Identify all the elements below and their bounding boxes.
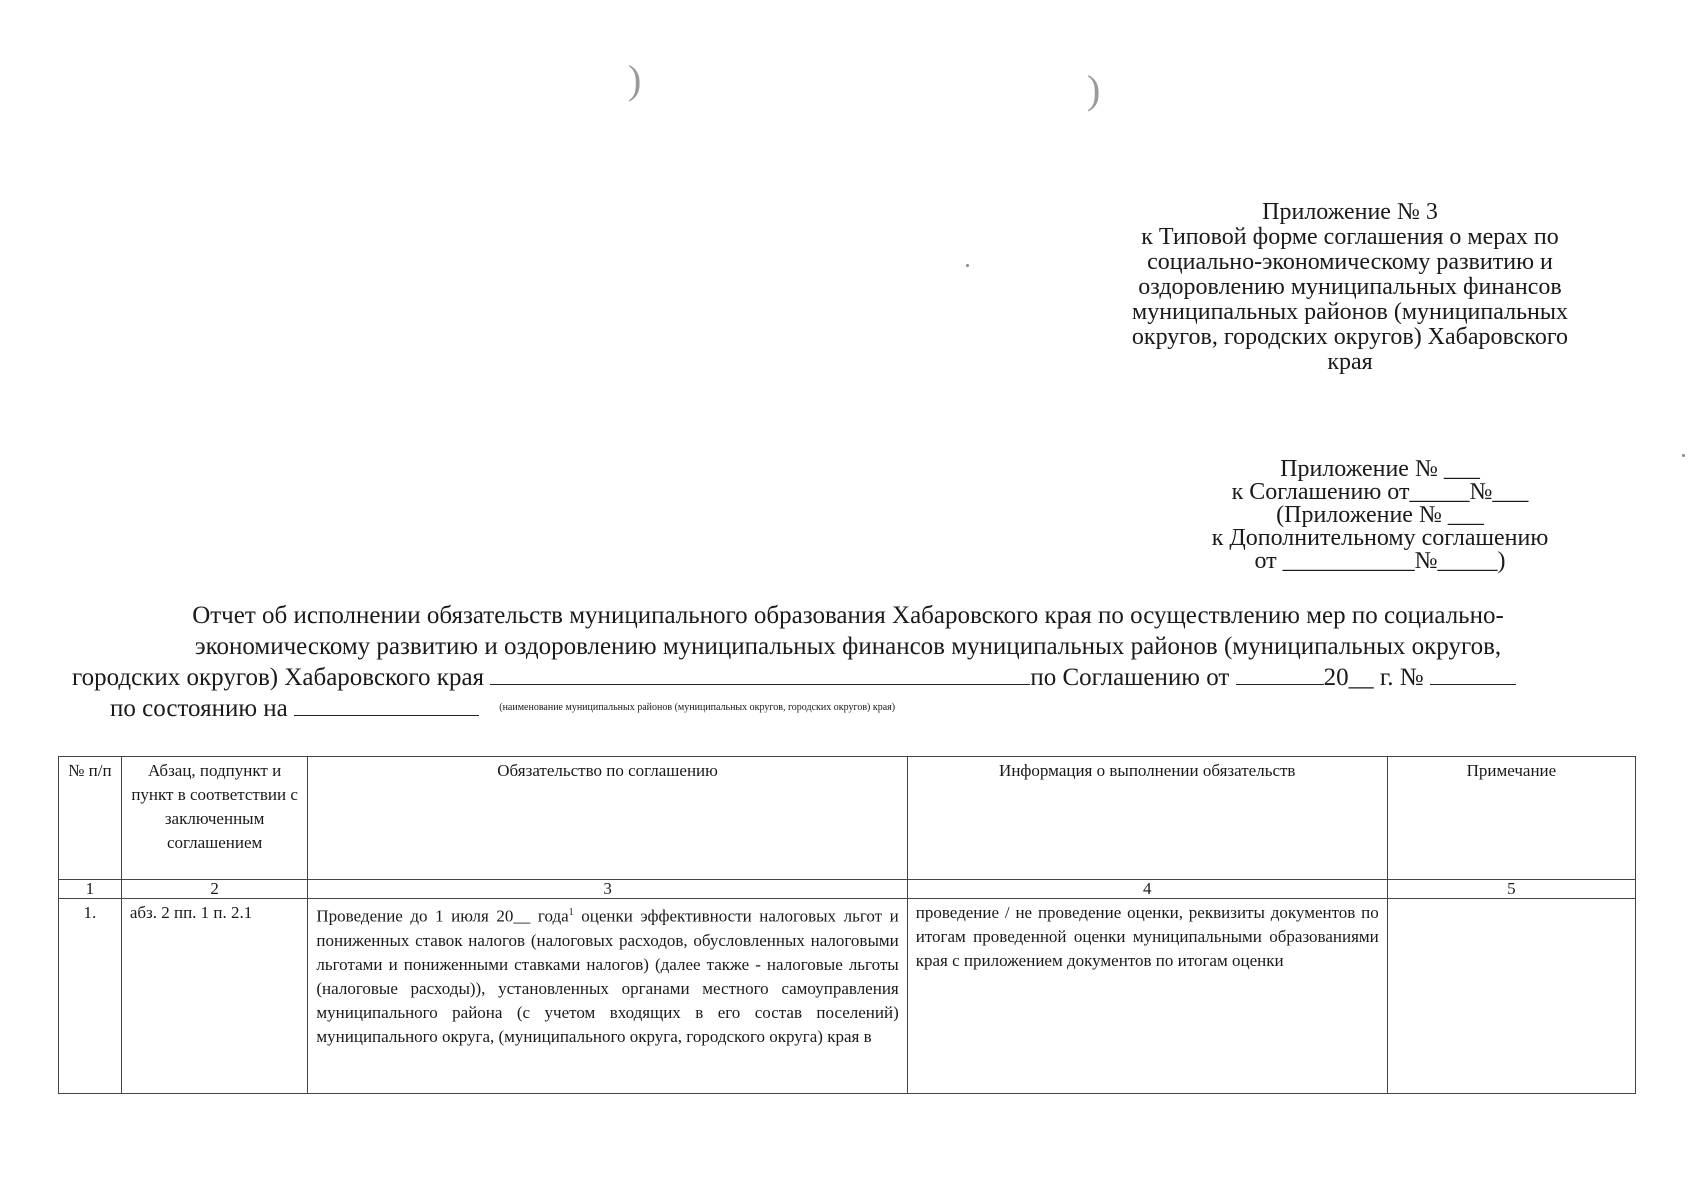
row-obligation-text: оценки эффективности налоговых льгот и пониженных ставок налогов (налоговых расходов, обусловленных налоговыми льготами и пониженными ставками налогов) (далее также - налоговые льготы (налоговые расходы)), установленных органами местного самоуправления муниципального района (с учетом входящих в его состав поселений) муниципального округа, (муниципального округа, городского округа) края в bbox=[316, 906, 899, 1046]
agreement-number-blank bbox=[1430, 662, 1516, 685]
scan-mark: ) bbox=[1087, 67, 1101, 112]
report-title-text: городских округов) Хабаровского края bbox=[72, 664, 485, 691]
appendix-line: социально-экономическому развитию и bbox=[1147, 249, 1553, 275]
report-title-line: Отчет об исполнении обязательств муниципального образования Хабаровского края по осуществлению мер по социально- bbox=[192, 602, 1504, 629]
municipality-name-blank bbox=[490, 662, 1030, 685]
obligations-table bbox=[58, 756, 1636, 1094]
appendix-line: от ___________№_____) bbox=[1254, 548, 1506, 574]
row-execution-info: проведение / не проведение оценки, реквизиты документов по итогам проведенной оценки муниципальными образованиями края с приложением документов по итогам оценки bbox=[907, 899, 1387, 1094]
report-title bbox=[68, 600, 1628, 693]
report-date-line bbox=[110, 693, 895, 723]
scan-speck bbox=[966, 264, 969, 267]
row-number: 1. bbox=[59, 899, 122, 1094]
scan-speck bbox=[1682, 454, 1685, 457]
column-number: 5 bbox=[1387, 880, 1635, 899]
agreement-date-blank bbox=[1236, 662, 1324, 685]
column-header: Примечание bbox=[1387, 757, 1635, 880]
table-header-row bbox=[59, 757, 1636, 880]
appendix-line: муниципальных районов (муниципальных bbox=[1132, 299, 1568, 325]
report-date-label: по состоянию на bbox=[110, 695, 288, 722]
column-number: 3 bbox=[308, 880, 907, 899]
row-note bbox=[1387, 899, 1635, 1094]
column-number: 1 bbox=[59, 880, 122, 899]
report-title-line bbox=[68, 662, 1628, 693]
municipality-name-caption: (наименование муниципальных районов (муниципальных округов, городских округов) края) bbox=[499, 702, 896, 713]
row-obligation-text: Проведение до 1 июля 20__ года bbox=[316, 906, 569, 926]
row-obligation bbox=[308, 899, 907, 1094]
table-row bbox=[59, 899, 1636, 1094]
column-number-row bbox=[59, 880, 1636, 899]
appendix-line: к Соглашению от_____№___ bbox=[1231, 479, 1529, 505]
column-number: 2 bbox=[121, 880, 308, 899]
column-header: Абзац, подпункт и пункт в соответствии с заключенным соглашением bbox=[121, 757, 308, 880]
appendix-line: округов, городских округов) Хабаровского bbox=[1131, 324, 1569, 350]
report-title-line: экономическому развитию и оздоровлению муниципальных финансов муниципальных районов (муниципальных округов, bbox=[194, 633, 1502, 660]
agreement-label: по Соглашению от bbox=[1030, 664, 1230, 691]
agreement-year-label: 20__ г. № bbox=[1323, 664, 1424, 691]
appendix-line: к Дополнительному соглашению bbox=[1211, 525, 1549, 551]
column-header: Информация о выполнении обязательств bbox=[907, 757, 1387, 880]
appendix-agreement-header bbox=[1160, 458, 1600, 573]
appendix-3-header bbox=[1085, 200, 1615, 375]
column-header: № п/п bbox=[59, 757, 122, 880]
column-number: 4 bbox=[907, 880, 1387, 899]
scan-mark: ) bbox=[628, 57, 642, 102]
footnote-mark: 1 bbox=[568, 907, 574, 918]
row-clause: абз. 2 пп. 1 п. 2.1 bbox=[121, 899, 308, 1094]
appendix-line: к Типовой форме соглашения о мерах по bbox=[1141, 224, 1559, 250]
appendix-line: Приложение № ___ bbox=[1280, 456, 1480, 482]
appendix-line: Приложение № 3 bbox=[1262, 199, 1438, 225]
column-header: Обязательство по соглашению bbox=[308, 757, 907, 880]
appendix-line: (Приложение № ___ bbox=[1276, 502, 1484, 528]
report-date-blank bbox=[294, 693, 479, 716]
appendix-line: края bbox=[1327, 349, 1373, 375]
appendix-line: оздоровлению муниципальных финансов bbox=[1138, 274, 1562, 300]
